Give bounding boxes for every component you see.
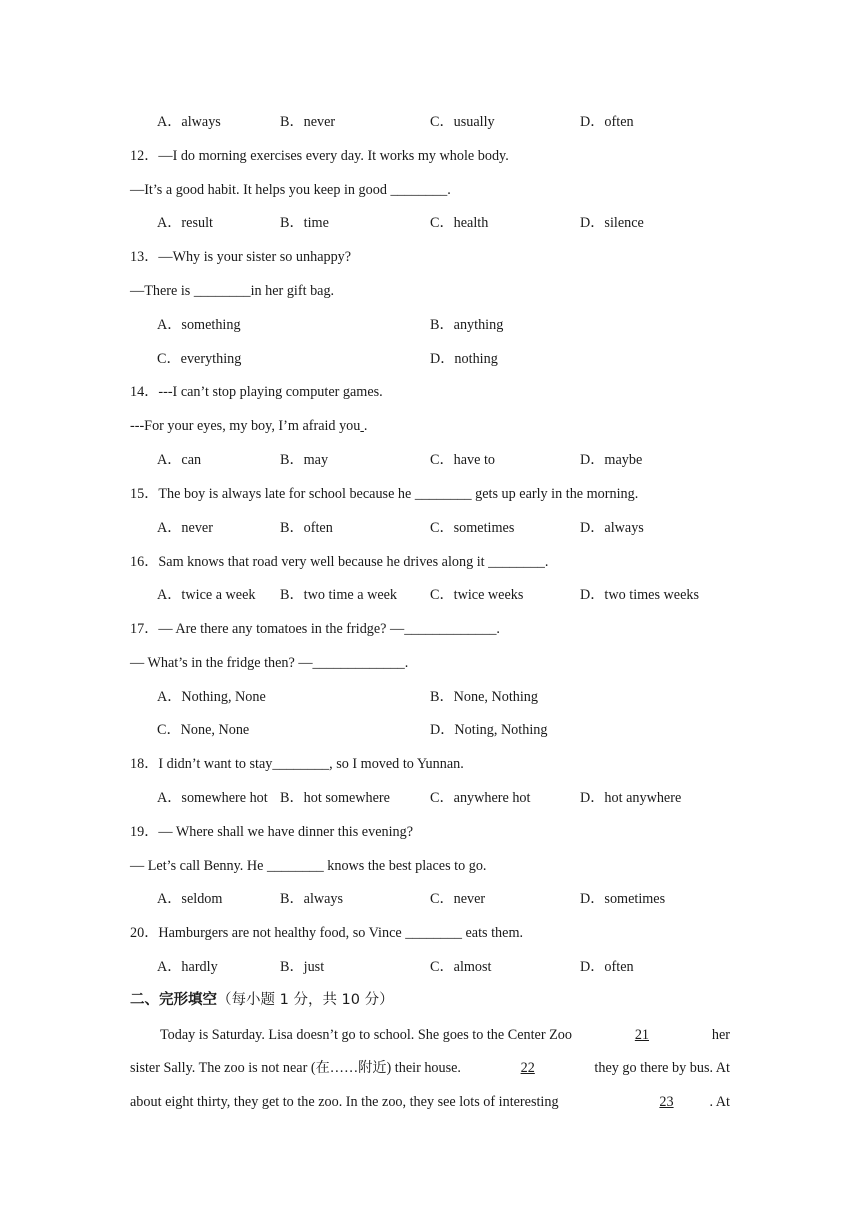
- option-a[interactable]: A．can: [157, 452, 202, 468]
- option-c[interactable]: C．health: [430, 215, 489, 231]
- cloze-blank-21: 21: [634, 1027, 650, 1043]
- question-19-reply: — Let’s call Benny. He ________ knows the best places to go.: [130, 858, 487, 874]
- option-a[interactable]: A．Nothing, None: [157, 689, 266, 705]
- section-heading: [130, 990, 394, 1010]
- option-d[interactable]: D．nothing: [430, 351, 498, 367]
- passage-line-1: [160, 1025, 730, 1045]
- option-a[interactable]: A．somewhere hot: [157, 790, 268, 806]
- option-b[interactable]: B．always: [280, 891, 344, 907]
- option-c[interactable]: C．never: [430, 891, 486, 907]
- option-d[interactable]: D．Noting, Nothing: [430, 722, 548, 738]
- option-c[interactable]: C．have to: [430, 452, 496, 468]
- option-c[interactable]: C．None, None: [157, 722, 250, 738]
- section-title: 二、完形填空: [130, 992, 217, 1008]
- passage-text: her: [711, 1027, 730, 1043]
- option-d[interactable]: D．two times weeks: [580, 587, 700, 603]
- question-18-stem: 18．I didn’t want to stay________, so I moved to Yunnan.: [130, 756, 464, 772]
- question-19-stem: 19．— Where shall we have dinner this evening?: [130, 824, 414, 840]
- passage-line-3: [130, 1092, 730, 1112]
- question-13-reply: —There is ________in her gift bag.: [130, 283, 335, 299]
- option-a[interactable]: A．something: [157, 317, 241, 333]
- question-17-reply: — What’s in the fridge then? —_____________.: [130, 655, 409, 671]
- option-c[interactable]: C．twice weeks: [430, 587, 524, 603]
- reply-end: .: [363, 418, 368, 434]
- option-a[interactable]: A．always: [157, 114, 221, 130]
- option-b[interactable]: B．two time a week: [280, 587, 398, 603]
- option-d[interactable]: D．hot anywhere: [580, 790, 682, 806]
- blank-group: [624, 1092, 731, 1112]
- question-12-reply: —It’s a good habit. It helps you keep in good ________.: [130, 182, 451, 198]
- question-16-stem: 16．Sam knows that road very well because he drives along it ________.: [130, 554, 549, 570]
- option-b[interactable]: B．may: [280, 452, 329, 468]
- option-b[interactable]: B．often: [280, 520, 333, 536]
- question-12-stem: 12．—I do morning exercises every day. It works my whole body.: [130, 148, 509, 164]
- option-b[interactable]: B．time: [280, 215, 329, 231]
- option-b[interactable]: B．anything: [430, 317, 504, 333]
- option-a[interactable]: A．never: [157, 520, 213, 536]
- question-13-stem: 13．—Why is your sister so unhappy?: [130, 249, 352, 265]
- option-d[interactable]: D．often: [580, 114, 634, 130]
- option-a[interactable]: A．twice a week: [157, 587, 256, 603]
- option-d[interactable]: D．silence: [580, 215, 644, 231]
- question-14-reply: [130, 416, 367, 436]
- option-d[interactable]: D．sometimes: [580, 891, 666, 907]
- passage-text: they go there by bus. At: [594, 1060, 730, 1076]
- option-d[interactable]: D．always: [580, 520, 644, 536]
- passage-text: about eight thirty, they get to the zoo. In the zoo, they see lots of interesting: [130, 1094, 559, 1110]
- passage-text: Today is Saturday. Lisa doesn’t go to school. She goes to the Center Zoo: [160, 1027, 572, 1043]
- question-14-stem: 14．---I can’t stop playing computer games.: [130, 384, 383, 400]
- option-c[interactable]: C．usually: [430, 114, 495, 130]
- option-b[interactable]: B．hot somewhere: [280, 790, 390, 806]
- option-b[interactable]: B．None, Nothing: [430, 689, 538, 705]
- option-c[interactable]: C．everything: [157, 351, 242, 367]
- option-a[interactable]: A．seldom: [157, 891, 223, 907]
- passage-line-2: [130, 1058, 730, 1078]
- option-d[interactable]: D．often: [580, 959, 634, 975]
- option-b[interactable]: B．never: [280, 114, 336, 130]
- passage-text: . At: [709, 1094, 730, 1110]
- option-b[interactable]: B．just: [280, 959, 325, 975]
- question-17-stem: 17．— Are there any tomatoes in the fridge? —_____________.: [130, 621, 500, 637]
- question-20-stem: 20．Hamburgers are not healthy food, so Vince ________ eats them.: [130, 925, 524, 941]
- option-c[interactable]: C．anywhere hot: [430, 790, 531, 806]
- option-a[interactable]: A．hardly: [157, 959, 218, 975]
- cloze-blank-22: 22: [520, 1060, 535, 1076]
- option-c[interactable]: C．almost: [430, 959, 492, 975]
- option-a[interactable]: A．result: [157, 215, 213, 231]
- option-c[interactable]: C．sometimes: [430, 520, 515, 536]
- question-15-stem: 15．The boy is always late for school because he ________ gets up early in the morning.: [130, 486, 639, 502]
- passage-text: sister Sally. The zoo is not near (在……附近) their house.: [130, 1060, 461, 1076]
- section-scoring: （每小题 1 分，共 10 分）: [217, 992, 394, 1008]
- option-d[interactable]: D．maybe: [580, 452, 643, 468]
- cloze-blank-23: 23: [659, 1094, 674, 1110]
- reply-text: ---For your eyes, my boy, I’m afraid you: [130, 418, 361, 434]
